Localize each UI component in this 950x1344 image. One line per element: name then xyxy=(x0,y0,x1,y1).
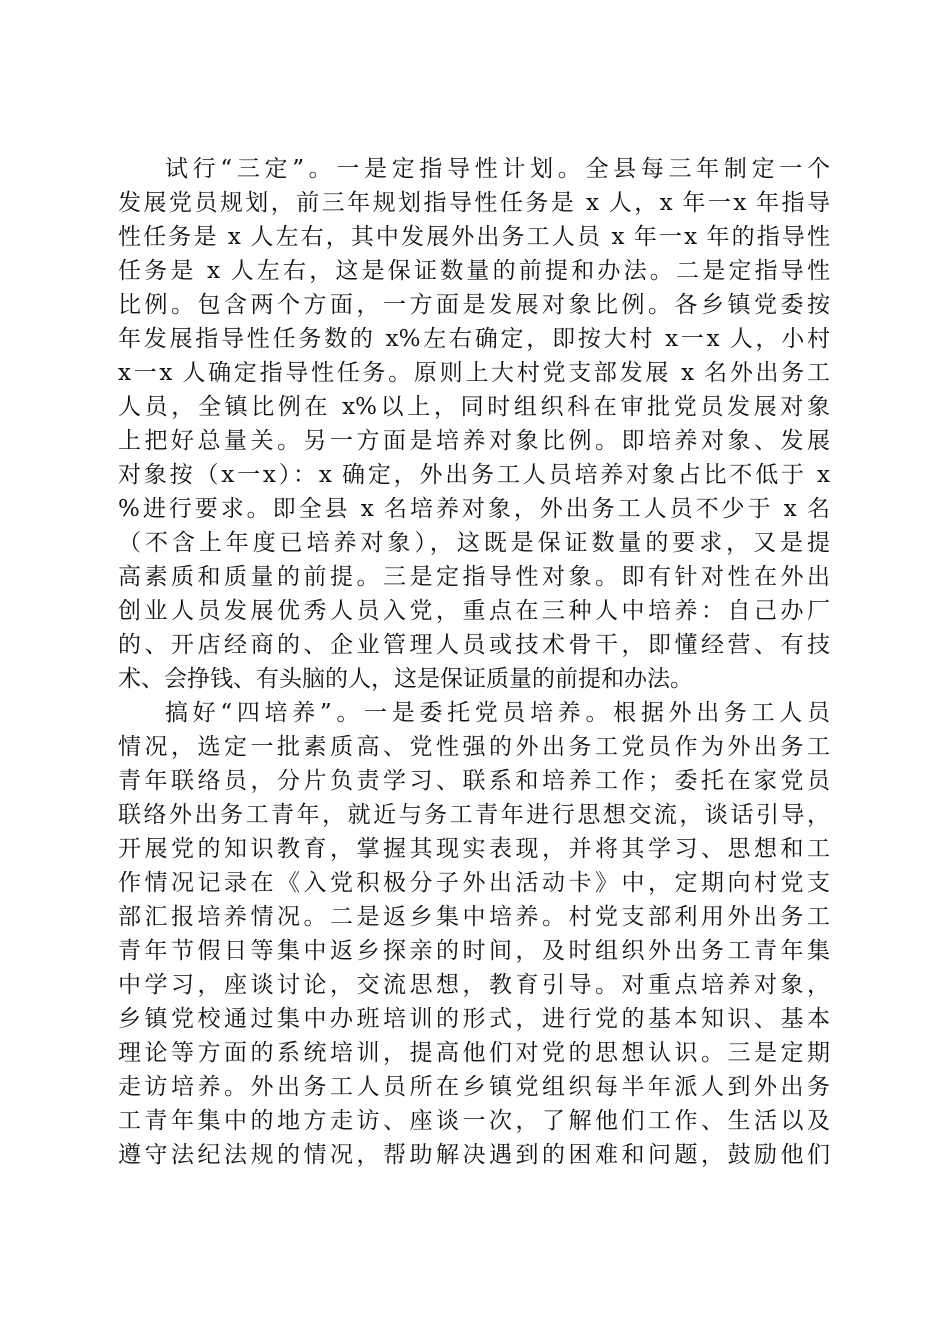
text-line: 对象按（x一x）：x 确定，外出务工人员培养对象占比不低于 x xyxy=(118,462,830,488)
text-line: 创业人员发展优秀人员入党，重点在三种人中培养：自己办厂 xyxy=(118,598,830,624)
text-line: 上把好总量关。另一方面是培养对象比例。即培养对象、发展 xyxy=(118,428,830,454)
text-line: 比例。包含两个方面，一方面是发展对象比例。各乡镇党委按 xyxy=(118,292,830,318)
text-line: 情况，选定一批素质高、党性强的外出务工党员作为外出务工 xyxy=(118,734,830,760)
document-body xyxy=(118,152,830,1172)
text-line: %进行要求。即全县 x 名培养对象，外出务工人员不少于 x 名 xyxy=(118,496,830,522)
text-line: 性任务是 x 人左右，其中发展外出务工人员 x 年一x 年的指导性 xyxy=(118,224,830,250)
paragraph-si-pei-yang xyxy=(118,696,830,1172)
text-line: 年发展指导性任务数的 x%左右确定，即按大村 x一x 人，小村 xyxy=(118,326,830,352)
paragraph-san-ding xyxy=(118,152,830,696)
text-line: （不含上年度已培养对象），这既是保证数量的要求，又是提 xyxy=(118,530,830,556)
text-line: 部汇报培养情况。二是返乡集中培养。村党支部利用外出务工 xyxy=(118,904,830,930)
text-line: 开展党的知识教育，掌握其现实表现，并将其学习、思想和工 xyxy=(118,836,830,862)
text-line: 联络外出务工青年，就近与务工青年进行思想交流，谈话引导， xyxy=(118,802,830,828)
text-line: 走访培养。外出务工人员所在乡镇党组织每半年派人到外出务 xyxy=(118,1074,830,1100)
text-line: 乡镇党校通过集中办班培训的形式，进行党的基本知识、基本 xyxy=(118,1006,830,1032)
text-line: 青年联络员，分片负责学习、联系和培养工作；委托在家党员 xyxy=(118,768,830,794)
text-line: 术、会挣钱、有头脑的人，这是保证质量的前提和办法。 xyxy=(118,666,693,692)
text-line: 高素质和质量的前提。三是定指导性对象。即有针对性在外出 xyxy=(118,564,830,590)
text-line: x一x 人确定指导性任务。原则上大村党支部发展 x 名外出务工 xyxy=(118,360,830,386)
text-line: 人员，全镇比例在 x%以上，同时组织科在审批党员发展对象 xyxy=(118,394,830,420)
text-line: 遵守法纪法规的情况，帮助解决遇到的困难和问题，鼓励他们 xyxy=(118,1142,830,1168)
text-line: 搞好“四培养”。一是委托党员培养。根据外出务工人员 xyxy=(165,700,830,726)
text-line: 青年节假日等集中返乡探亲的时间，及时组织外出务工青年集 xyxy=(118,938,830,964)
text-line: 理论等方面的系统培训，提高他们对党的思想认识。三是定期 xyxy=(118,1040,830,1066)
text-line: 任务是 x 人左右，这是保证数量的前提和办法。二是定指导性 xyxy=(118,258,830,284)
text-line: 中学习，座谈讨论，交流思想，教育引导。对重点培养对象， xyxy=(118,972,830,998)
text-line: 工青年集中的地方走访、座谈一次，了解他们工作、生活以及 xyxy=(118,1108,830,1134)
text-line: 发展党员规划，前三年规划指导性任务是 x 人，x 年一x 年指导 xyxy=(118,190,830,216)
text-line: 作情况记录在《入党积极分子外出活动卡》中，定期向村党支 xyxy=(118,870,830,896)
text-line: 的、开店经商的、企业管理人员或技术骨干，即懂经营、有技 xyxy=(118,632,830,658)
text-line: 试行“三定”。一是定指导性计划。全县每三年制定一个 xyxy=(165,156,830,182)
